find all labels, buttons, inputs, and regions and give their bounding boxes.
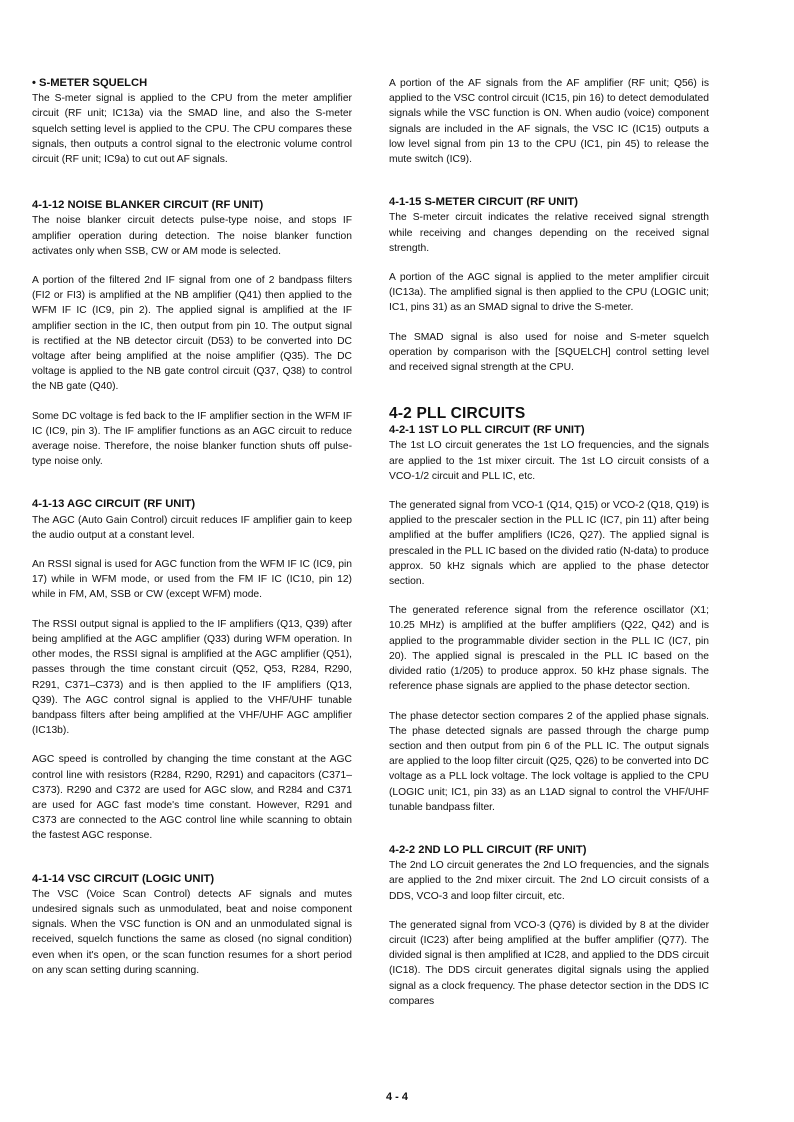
noise-blanker-heading: 4-1-12 NOISE BLANKER CIRCUIT (RF UNIT)	[32, 199, 264, 212]
s-meter-heading: 4-1-15 S-METER CIRCUIT (RF UNIT)	[389, 196, 578, 209]
s-meter-para-3: The SMAD signal is also used for noise and S-meter squelch operation by comparison with the [SQUELCH] control setting level and received signal strength at the CPU.	[389, 331, 709, 374]
pll-circuits-heading: 4-2 PLL CIRCUITS	[389, 405, 526, 423]
first-lo-heading: 4-2-1 1ST LO PLL CIRCUIT (RF UNIT)	[389, 424, 585, 437]
vsc-continued-body: A portion of the AF signals from the AF amplifier (RF unit; Q56) is applied to the VSC control circuit (IC15, pin 16) to detect demodulated signals while the VSC function is ON. When audio (voice) component signals are included in the AF signals, the VSC IC (IC15) outputs a low level signal from pin 13 to the CPU (IC1, pin 45) to release the mute switch (IC9).	[389, 78, 709, 166]
agc-para-3: The RSSI output signal is applied to the IF amplifiers (Q13, Q39) after being amplified at the AGC amplifier (Q33) during WFM operation. In other modes, the RSSI signal is amplified at the AGC amplifier (Q51), passes through the time constant circuit (Q52, Q53, R284, R290, R291, C371–C373) and is then applied to the IF amplifiers (Q13, Q39). The AGC control signal is applied to the VHF/UHF tunable bandpass filters after being amplified at the VHF/UHF AGC amplifier (IC13b).	[32, 618, 352, 737]
agc-para-4: AGC speed is controlled by changing the time constant at the AGC control line with resistors (R284, R290, R291) and capacitors (C371–C373). R290 and C372 are used for AGC slow, and R284 and C371 are used for AGC fast mode's time constant. However, R291 and C373 are connected to the AGC control line while scanning to obtain the fastest AGC response.	[32, 754, 352, 842]
first-lo-para-4: The phase detector section compares 2 of the applied phase signals. The phase detected signals are passed through the charge pump section and then output from pin 6 of the PLL IC. The output signals are applied to the loop filter circuit (Q25, Q26) to be converted into DC voltage as a PLL lock voltage. The lock voltage is applied to the CPU (LOGIC unit; IC1, pin 33) as an L1AD signal to control the VHF/UHF tunable bandpass filter.	[389, 710, 709, 813]
s-meter-squelch-heading: • S-METER SQUELCH	[32, 77, 148, 89]
vsc-heading: 4-1-14 VSC CIRCUIT (LOGIC UNIT)	[32, 872, 215, 885]
vsc-body: The VSC (Voice Scan Control) detects AF signals and mutes undesired signals such as unmodulated, beat and noise component signals. When the VSC function is ON and an unmodulated signal is received, squelch functions the same as closed (no signal condition) even when it's open, or the scan function resumes for a short period on any scan setting during scanning.	[32, 888, 352, 976]
right-column	[389, 76, 709, 1009]
second-lo-para-2: The generated signal from VCO-3 (Q76) is divided by 8 at the divider circuit (IC23) after being amplified at the buffer amplifier (Q77). The divided signal is then amplified at IC28, and applied to the DDS circuit (IC18). The DDS circuit generates digital signals using the applied signal as a clock frequency. The phase detector section in the DDS IC compares	[389, 919, 709, 1007]
first-lo-para-1: The 1st LO circuit generates the 1st LO frequencies, and the signals are applied to the 1st mixer circuit. The 1st LO circuit consists of a VCO-1/2 circuit and PLL IC, etc.	[389, 440, 709, 482]
s-meter-para-2: A portion of the AGC signal is applied to the meter amplifier circuit (IC13a). The amplified signal is then applied to the CPU (LOGIC unit; IC1, pins 31) as an SMAD signal to drive the S-meter.	[389, 272, 709, 314]
noise-blanker-para-3: Some DC voltage is fed back to the IF amplifier section in the WFM IF IC (IC9, pin 3). The IF amplifier functions as an AGC circuit to reduce average noise. Therefore, the noise blanker function shuts off pulse-type noise only.	[32, 410, 352, 468]
agc-para-1: The AGC (Auto Gain Control) circuit reduces IF amplifier gain to keep the audio output at a constant level.	[32, 514, 352, 541]
second-lo-para-1: The 2nd LO circuit generates the 2nd LO frequencies, and the signals are applied to the 2nd mixer circuit. The 2nd LO circuit consists of a DDS, VCO-3 and loop filter circuit, etc.	[389, 860, 709, 902]
noise-blanker-para-1: The noise blanker circuit detects pulse-type noise, and stops IF amplifier operation during detection. The noise blanker function activates only when SSB, CW or AM mode is selected.	[32, 215, 352, 257]
agc-para-2: An RSSI signal is used for AGC function from the WFM IF IC (IC9, pin 17) while in WFM mode, or used from the FM IF IC (IC10, pin 12) while in FM, AM, SSB or CW (except WFM) mode.	[32, 559, 352, 601]
left-column	[32, 76, 352, 978]
page-number: 4 - 4	[385, 1091, 408, 1103]
second-lo-heading: 4-2-2 2ND LO PLL CIRCUIT (RF UNIT)	[389, 843, 587, 856]
agc-heading: 4-1-13 AGC CIRCUIT (RF UNIT)	[32, 498, 196, 511]
s-meter-squelch-body: The S-meter signal is applied to the CPU from the meter amplifier circuit (RF unit; IC13a) via the SMAD line, and also the S-meter squelch setting level is applied to the CPU. The CPU compares these signals, then outputs a control signal to the electronic volume control circuit (RF unit; IC9a) to cut out AF signals.	[32, 93, 352, 166]
first-lo-para-3: The generated reference signal from the reference oscillator (X1; 10.25 MHz) is amplified at the buffer amplifiers (Q22, Q42) and is applied to the programmable divider section in the PLL IC (IC7, pin 20). The applied signal is prescaled in the PLL IC based on the divided ratio (1/205) to produce approx. 50 kHz phase signals. The reference phase signals are applied to the phase detector section.	[389, 605, 709, 693]
noise-blanker-para-2: A portion of the filtered 2nd IF signal from one of 2 bandpass filters (FI2 or FI3) is amplified at the NB amplifier (Q41) then applied to the WFM IF IC (IC9, pin 2). The applied signal is amplified at the IF amplifier section in the IC, then output from pin 10. The output signal is rectified at the NB detector circuit (D53) to be converted into DC voltage after being amplified at the noise amplifier (Q35). The DC voltage is applied to the NB gate control circuit (Q37, Q38) to control the NB gate (Q40).	[32, 275, 352, 393]
first-lo-para-2: The generated signal from VCO-1 (Q14, Q15) or VCO-2 (Q18, Q19) is applied to the prescaler section in the PLL IC (IC7, pin 11) after being amplified at the buffer amplifiers (IC26, Q27). The applied signal is prescaled in the PLL IC based on the divided ratio (N-data) to produce approx. 50 kHz signals which are applied to the phase detector section.	[389, 500, 709, 588]
s-meter-para-1: The S-meter circuit indicates the relative received signal strength while receiving and changes depending on the received signal strength.	[389, 212, 709, 254]
